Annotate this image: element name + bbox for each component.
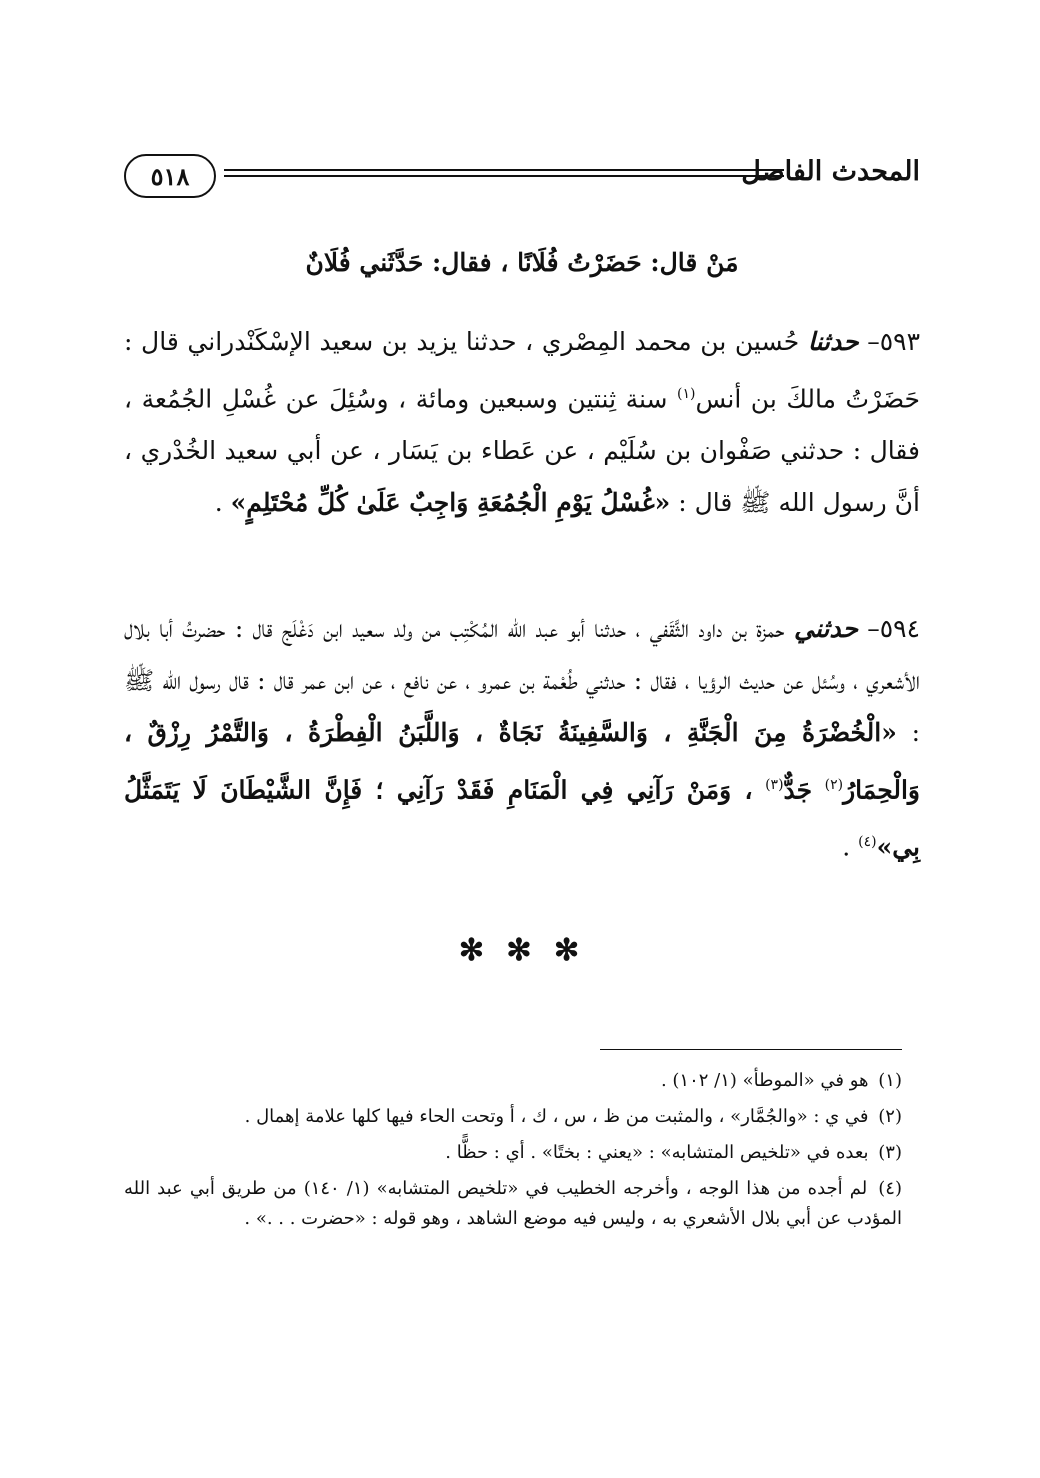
prophetic-quote: ، وَمَنْ رَآنِي فِي الْمَنَامِ فَقَدْ رَآنِي ؛ فَإِنَّ الشَّيْطَانَ لَا يَتَمَثَّلُ بِي»: [124, 775, 920, 862]
footnote-text: بعده في «تلخيص المتشابه» : «يعني : بختًا» . أي : حظًّا .: [445, 1142, 869, 1163]
footnote: [124, 1102, 902, 1132]
footnote-ref: (٣): [765, 777, 784, 793]
page-number: ٥١٨: [124, 154, 216, 198]
hadith-text: حمزة بن داود الثَّقَفي ، حدثنا أبو عبد الله المُكْتِب من ولد سعيد ابن دَغْلَج قال : حضرتُ أبا بلال الأشعري ، وسُئل عن حديث الرؤيا ، فقال : حدثني طُعْمة بن عمرو ، عن نافع ، عن ابن عمر قال : قال رسول الله ﷺ :: [124, 614, 920, 747]
hadith-text: حُسين بن محمد المِصْري ، حدثنا يزيد بن سعيد الإسْكَنْدراني قال : حَضَرْتُ مالكَ بن أنس: [124, 327, 921, 414]
footnote-marker: (٢): [878, 1106, 902, 1127]
hadith-594: ٥٩٤– حدثني حمزة بن داود الثَّقَفي ، حدثنا أبو عبد الله المُكْتِب من ولد سعيد ابن دَغْلَج قال : حضرتُ أبا بلال الأشعري ، وسُئل عن حديث الرؤيا ، فقال : حدثني طُعْمة بن عمرو ، عن نافع ، عن ابن عمر قال : قال رسول الله ﷺ : «الْخُضْرَةُ مِنَ الْجَنَّةِ ، وَالسَّفِينَةُ نَجَاةٌ ، وَاللَّبَنُ الْفِطْرَةُ ، وَالتَّمْرُ رِزْقٌ ، وَالْحِمَارُ$^{(٢)}$ جَدٌّ$^{(٣)}$ ، وَمَنْ رَآنِي فِي الْمَنَامِ فَقَدْ رَآنِي ؛ فَإِنَّ الشَّيْطَانَ لَا يَتَمَثَّلُ بِي»$^{(٤)}$ .: [124, 614, 921, 862]
hadith-lead-word: حدثني: [793, 614, 858, 643]
page-header: [124, 150, 920, 210]
footnote-marker: (٣): [878, 1142, 902, 1163]
hadith-end: .: [842, 832, 851, 862]
footnote-text: لم أجده من هذا الوجه ، وأخرجه الخطيب في «تلخيص المتشابه» (١/ ١٤٠) من طريق أبي عبد الله المؤدب عن أبي بلال الأشعري به ، وليس فيه موضع الشاهد ، وهو قوله : «حضرت . . .» .: [124, 1178, 902, 1229]
footnote-ref: (١): [677, 386, 696, 402]
section-ornament: ✻ ✻ ✻: [458, 933, 586, 968]
footnote-text: في ي : «والجُمَّار» ، والمثبت من ظ ، س ، ك ، أ وتحت الحاء فيها كلها علامة إهمال .: [244, 1106, 869, 1127]
footnote-ref: (٤): [858, 834, 877, 851]
hadith-593: ٥٩٣– حدثنا حُسين بن محمد المِصْري ، حدثنا يزيد بن سعيد الإسْكَنْدراني قال : حَضَرْتُ مالكَ بن أنس$^{(١)}$ سنة ثِنتين وسبعين ومائة ، وسُئِلَ عن غُسْلِ الجُمُعة ، فقال : حدثني صَفْوان بن سُلَيْم ، عن عَطاء بن يَسَار ، عن أبي سعيد الخُدْري ، أنَّ رسول الله ﷺ قال : «غُسْلُ يَوْمِ الْجُمُعَةِ وَاجِبٌ عَلَىٰ كُلِّ مُحْتَلِمٍ» .: [124, 327, 921, 518]
footnote-marker: (٤): [878, 1178, 902, 1199]
header-double-rule: [224, 169, 784, 177]
hadith-text: سنة ثِنتين وسبعين ومائة ، وسُئِلَ عن غُسْلِ الجُمُعة ، فقال : حدثني صَفْوان بن سُلَيْم ، عن عَطاء بن يَسَار ، عن أبي سعيد الخُدْري ، أنَّ رسول الله ﷺ قال :: [124, 384, 920, 518]
hadith-end: .: [214, 488, 223, 518]
section-heading: مَنْ قال: حَضَرْتُ فُلَانًا ، فقال: حَدَّثَني فُلَانٌ: [305, 248, 739, 277]
footnote: [124, 1066, 902, 1096]
book-title: المحدث الفاصل: [741, 156, 920, 187]
prophetic-quote: «غُسْلُ يَوْمِ الْجُمُعَةِ وَاجِبٌ عَلَىٰ كُلِّ مُحْتَلِمٍ»: [230, 488, 671, 518]
footnote-text: هو في «الموطأ» (١/ ١٠٢) .: [660, 1070, 869, 1091]
prophetic-quote: جَدٌّ: [783, 775, 813, 805]
hadith-number: ٥٩٤: [879, 614, 921, 643]
footnote-separator: [600, 1049, 902, 1050]
footnotes: [124, 1066, 902, 1240]
footnote: [124, 1138, 902, 1168]
prophetic-quote: «الْخُضْرَةُ مِنَ الْجَنَّةِ ، وَالسَّفِينَةُ نَجَاةٌ ، وَاللَّبَنُ الْفِطْرَةُ ، وَالتَّمْرُ رِزْقٌ ، وَالْحِمَارُ: [124, 718, 920, 805]
hadith-lead-word: حدثنا: [807, 327, 859, 356]
footnote-marker: (١): [878, 1070, 902, 1091]
hadith-number: ٥٩٣: [879, 327, 921, 356]
footnote: [124, 1174, 902, 1234]
footnote-ref: (٢): [824, 777, 844, 793]
